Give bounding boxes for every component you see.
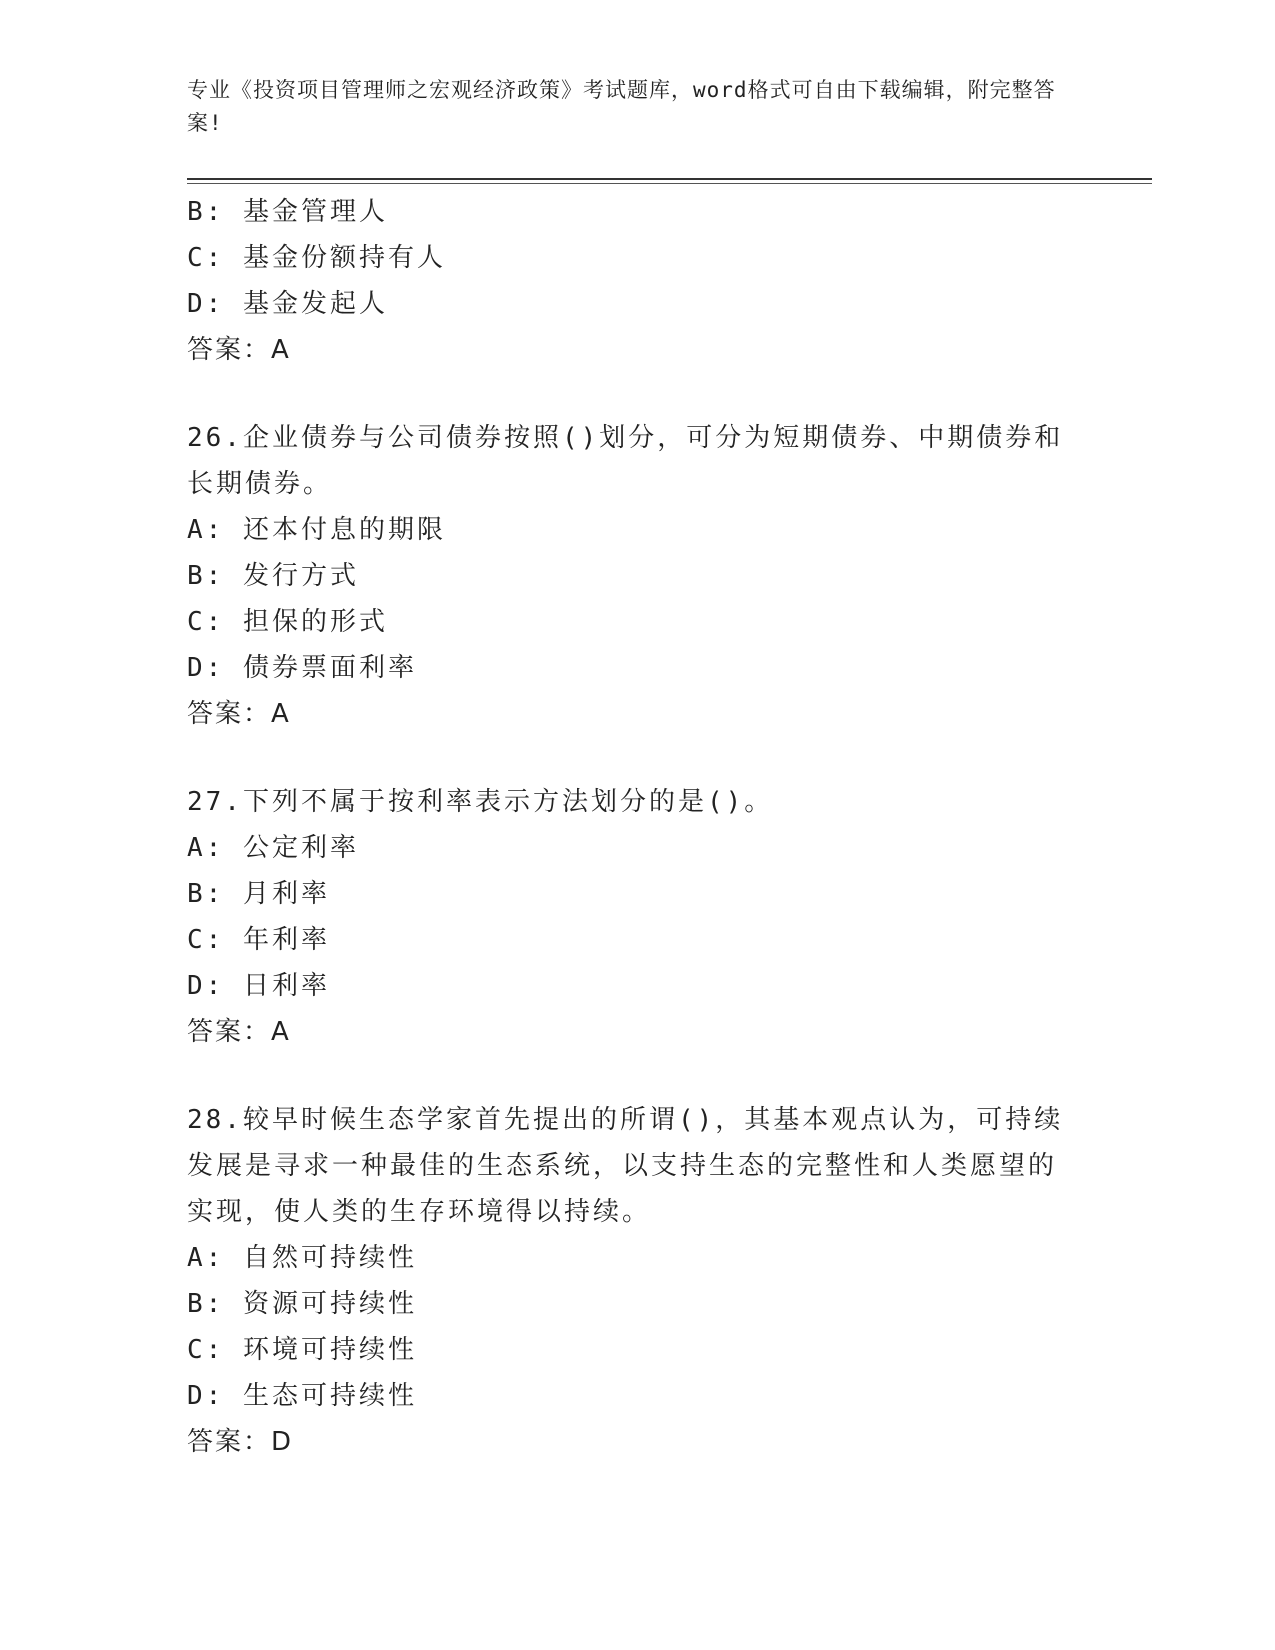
option-d: D: 基金发起人 — [187, 289, 388, 319]
answer-label: 答案： — [187, 335, 272, 365]
question-26 — [187, 415, 1087, 737]
option-a: A: 自然可持续性 — [187, 1243, 417, 1273]
option-a: A: 还本付息的期限 — [187, 515, 446, 545]
question-list — [187, 187, 1087, 1465]
option-c: C: 担保的形式 — [187, 607, 388, 637]
question-stem: 26.企业债券与公司债券按照()划分，可分为短期债券、中期债券和长期债券。 — [187, 423, 1064, 499]
option-d: D: 日利率 — [187, 971, 330, 1001]
option-c: C: 环境可持续性 — [187, 1335, 417, 1365]
option-b: B: 发行方式 — [187, 561, 359, 591]
answer-label: 答案： — [187, 699, 272, 729]
answer-label: 答案： — [187, 1427, 272, 1457]
continued-question — [187, 189, 1087, 373]
option-b: B: 资源可持续性 — [187, 1289, 417, 1319]
option-d: D: 债券票面利率 — [187, 653, 417, 683]
answer-value: D — [271, 1427, 293, 1457]
header-divider-thick — [187, 178, 1152, 180]
question-stem: 28.较早时候生态学家首先提出的所谓()，其基本观点认为，可持续发展是寻求一种最佳的生态系统，以支持生态的完整性和人类愿望的实现，使人类的生存环境得以持续。 — [187, 1105, 1064, 1227]
option-d: D: 生态可持续性 — [187, 1381, 417, 1411]
option-c: C: 基金份额持有人 — [187, 243, 446, 273]
question-28 — [187, 1097, 1087, 1465]
option-c: C: 年利率 — [187, 925, 330, 955]
answer-line — [187, 691, 1087, 737]
header-divider-thin — [187, 183, 1152, 184]
question-27 — [187, 779, 1087, 1055]
answer-line — [187, 1009, 1087, 1055]
question-stem: 27.下列不属于按利率表示方法划分的是()。 — [187, 787, 774, 817]
option-b: B: 基金管理人 — [187, 197, 388, 227]
answer-value: A — [271, 699, 290, 729]
option-a: A: 公定利率 — [187, 833, 359, 863]
answer-line — [187, 327, 1087, 373]
answer-line — [187, 1419, 1087, 1465]
answer-value: A — [271, 335, 290, 365]
answer-label: 答案： — [187, 1017, 272, 1047]
document-header: 专业《投资项目管理师之宏观经济政策》考试题库，word格式可自由下载编辑，附完整答案! — [187, 78, 1056, 135]
option-b: B: 月利率 — [187, 879, 330, 909]
answer-value: A — [271, 1017, 290, 1047]
